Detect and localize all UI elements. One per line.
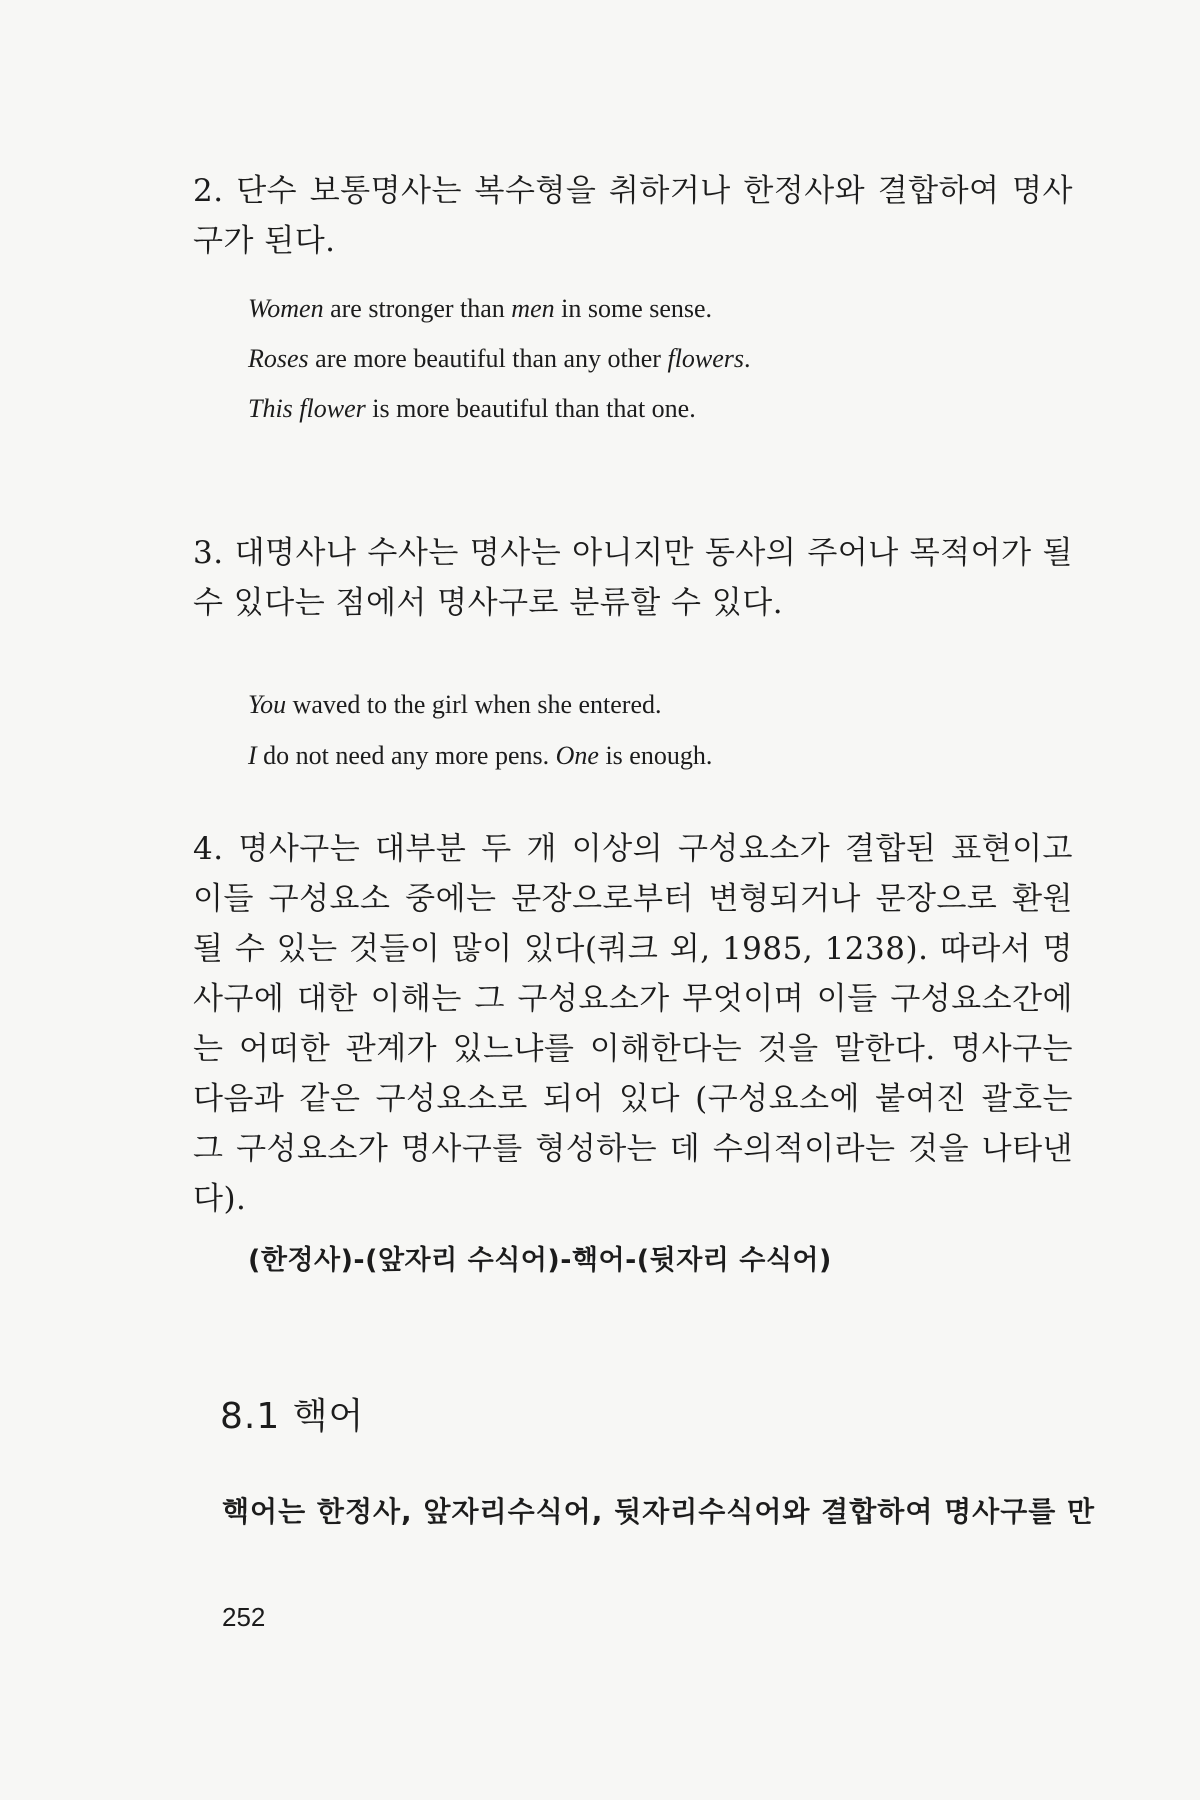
example-sentence <box>248 384 696 434</box>
section-heading: 8.1 핵어 <box>220 1396 365 1437</box>
italic-word: One <box>555 741 599 770</box>
sentence-text: are stronger than <box>323 294 512 323</box>
sentence-text: is enough. <box>598 741 713 770</box>
sentence-text: . <box>744 344 751 373</box>
italic-word: flowers <box>667 344 745 373</box>
example-sentence <box>248 680 662 730</box>
example-sentence <box>248 284 712 334</box>
italic-word: men <box>511 294 555 323</box>
noun-phrase-formula: (한정사)-(앞자리 수식어)-핵어-(뒷자리 수식어) <box>248 1245 832 1276</box>
example-sentence <box>248 334 751 384</box>
page-number: 252 <box>222 1602 266 1632</box>
sentence-text: is more beautiful than that one. <box>365 394 696 423</box>
italic-word: Women <box>248 294 324 323</box>
paragraph-4: 4. 명사구는 대부분 두 개 이상의 구성요소가 결합된 표현이고 이들 구성요소 중에는 문장으로부터 변형되거나 문장으로 환원될 수 있는 것들이 많이 있다(쿼크 외, 1985, 1238). 따라서 명사구에 대한 이해는 그 구성요소가 무엇이며 이들 구성요소간에는 어떠한 관계가 있느냐를 이해한다는 것을 말한다. 명사구는 다음과 같은 구성요소로 되어 있다 (구성요소에 붙여진 괄호는 그 구성요소가 명사구를 형성하는 데 수의적이라는 것을 나타낸다). <box>193 831 1073 1217</box>
section-body-text: 핵어는 한정사, 앞자리수식어, 뒷자리수식어와 결합하여 명사구를 만 <box>222 1495 1096 1528</box>
italic-word: You <box>248 690 287 719</box>
example-sentence <box>248 731 712 781</box>
italic-word: Roses <box>248 344 309 373</box>
italic-word: This flower <box>248 394 366 423</box>
paragraph-3: 3. 대명사나 수사는 명사는 아니지만 동사의 주어나 목적어가 될 수 있다는 점에서 명사구로 분류할 수 있다. <box>193 535 1073 621</box>
paragraph-2: 2. 단수 보통명사는 복수형을 취하거나 한정사와 결합하여 명사구가 된다. <box>193 173 1073 259</box>
italic-word: I <box>248 741 257 770</box>
sentence-text: do not need any more pens. <box>256 741 556 770</box>
sentence-text: are more beautiful than any other <box>308 344 668 373</box>
sentence-text: waved to the girl when she entered. <box>286 690 662 719</box>
sentence-text: in some sense. <box>554 294 713 323</box>
